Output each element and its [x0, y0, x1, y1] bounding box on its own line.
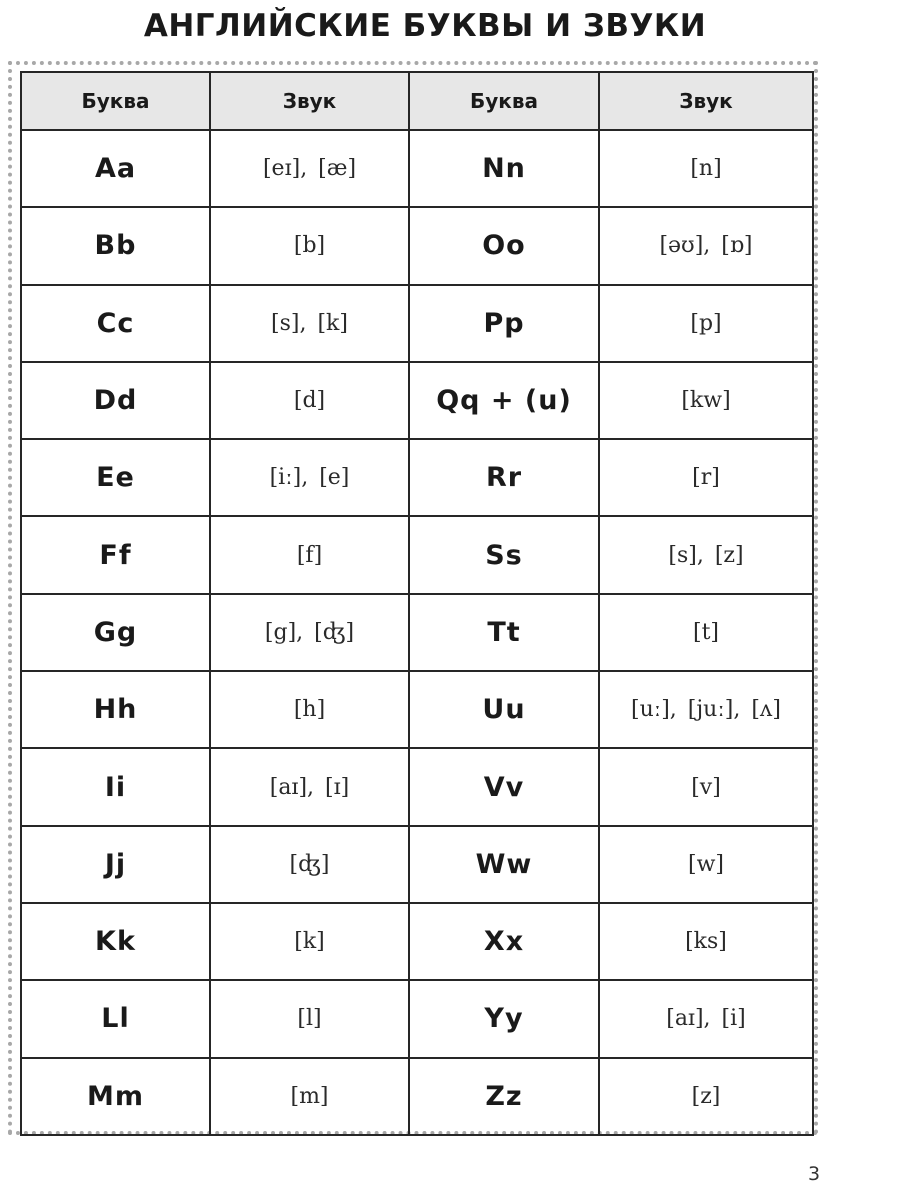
sound-cell: [r] — [599, 439, 813, 516]
letter-cell: Kk — [21, 903, 210, 980]
table-row — [21, 903, 813, 980]
letter-cell: Bb — [21, 207, 210, 284]
sound-cell: [b] — [210, 207, 409, 284]
sound-cell: [z] — [599, 1058, 813, 1135]
sound-cell: [aɪ], [i] — [599, 980, 813, 1057]
letter-cell: Nn — [409, 130, 599, 207]
letter-cell: Ee — [21, 439, 210, 516]
column-header-sound: Звук — [210, 72, 409, 130]
letter-cell: Zz — [409, 1058, 599, 1135]
sound-cell: [uː], [juː], [ʌ] — [599, 671, 813, 748]
sound-cell: [w] — [599, 826, 813, 903]
page-title: АНГЛИЙСКИЕ БУКВЫ И ЗВУКИ — [143, 8, 707, 44]
sound-cell: [ʤ] — [210, 826, 409, 903]
letter-cell: Aa — [21, 130, 210, 207]
table-row — [21, 594, 813, 671]
table-row — [21, 748, 813, 825]
sound-cell: [p] — [599, 285, 813, 362]
letter-cell: Xx — [409, 903, 599, 980]
letter-cell: Tt — [409, 594, 599, 671]
sound-cell: [eɪ], [æ] — [210, 130, 409, 207]
table-body — [21, 130, 813, 1135]
sound-cell: [ks] — [599, 903, 813, 980]
sound-cell: [k] — [210, 903, 409, 980]
table-row — [21, 826, 813, 903]
letter-cell: Ii — [21, 748, 210, 825]
letter-cell: Ww — [409, 826, 599, 903]
letter-cell: Hh — [21, 671, 210, 748]
letter-cell: Ll — [21, 980, 210, 1057]
sound-cell: [f] — [210, 516, 409, 593]
letter-cell: Qq + (u) — [409, 362, 599, 439]
table-row — [21, 285, 813, 362]
sound-cell: [g], [ʤ] — [210, 594, 409, 671]
letter-cell: Ss — [409, 516, 599, 593]
letter-cell: Cc — [21, 285, 210, 362]
column-header-sound: Звук — [599, 72, 813, 130]
letter-cell: Yy — [409, 980, 599, 1057]
sound-cell: [l] — [210, 980, 409, 1057]
table-row — [21, 362, 813, 439]
table-row — [21, 671, 813, 748]
letter-cell: Gg — [21, 594, 210, 671]
letter-cell: Pp — [409, 285, 599, 362]
table-row — [21, 1058, 813, 1135]
sound-cell: [d] — [210, 362, 409, 439]
letter-cell: Rr — [409, 439, 599, 516]
letter-cell: Jj — [21, 826, 210, 903]
table-row — [21, 980, 813, 1057]
sound-cell: [iː], [e] — [210, 439, 409, 516]
sound-cell: [v] — [599, 748, 813, 825]
sound-cell: [s], [z] — [599, 516, 813, 593]
table-header-row — [21, 72, 813, 130]
letter-cell: Mm — [21, 1058, 210, 1135]
sound-cell: [kw] — [599, 362, 813, 439]
table-row — [21, 439, 813, 516]
sound-cell: [aɪ], [ɪ] — [210, 748, 409, 825]
letter-cell: Dd — [21, 362, 210, 439]
alphabet-table — [20, 71, 814, 1136]
table-row — [21, 130, 813, 207]
letter-cell: Ff — [21, 516, 210, 593]
sound-cell: [h] — [210, 671, 409, 748]
letter-cell: Vv — [409, 748, 599, 825]
column-header-letter: Буква — [409, 72, 599, 130]
table-row — [21, 207, 813, 284]
letter-cell: Oo — [409, 207, 599, 284]
sound-cell: [t] — [599, 594, 813, 671]
letter-cell: Uu — [409, 671, 599, 748]
sound-cell: [m] — [210, 1058, 409, 1135]
column-header-letter: Буква — [21, 72, 210, 130]
sound-cell: [s], [k] — [210, 285, 409, 362]
page-number: 3 — [808, 1163, 821, 1185]
sound-cell: [n] — [599, 130, 813, 207]
sound-cell: [əʊ], [ɒ] — [599, 207, 813, 284]
table-row — [21, 516, 813, 593]
